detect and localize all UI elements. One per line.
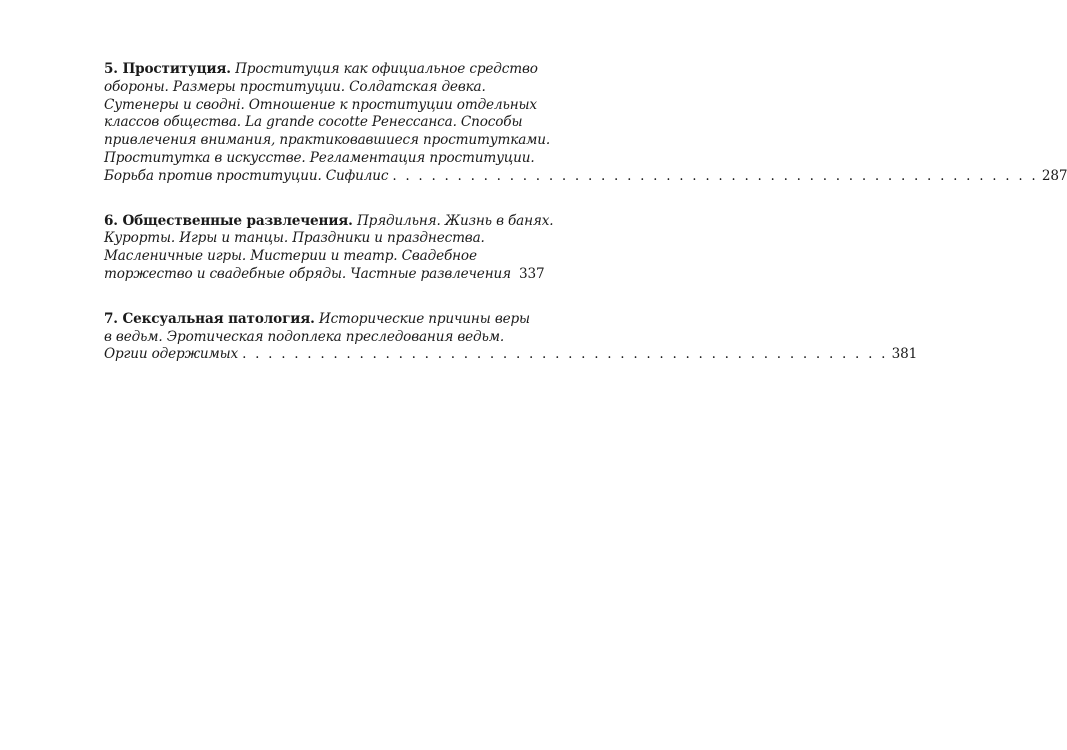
toc-entry-7[interactable]	[104, 310, 918, 364]
toc-entry-description: Проституция как официальное средство	[235, 61, 538, 77]
toc-page-number[interactable]: 381	[891, 346, 918, 363]
toc-entry-title: 5. Проституция.	[104, 61, 231, 77]
dot-leader: . . . . . . . . . . . . . . . . . . . . . . . . . . . . . . . . . . . . . . . . . . . . . . . . . .	[242, 346, 888, 363]
toc-entry-last-line	[104, 167, 1067, 186]
toc-entry-last-line	[104, 346, 918, 364]
toc-entry-first-line	[104, 61, 538, 79]
toc-entry-title: 7. Сексуальная патология.	[104, 310, 315, 327]
toc-entry-description: Исторические причины веры	[318, 310, 530, 327]
toc-entry-line: Оргии одержимых	[104, 346, 239, 363]
dot-leader: . . . . . . . . . . . . . . . . . . . . . . . . . . . . . . . . . . . . . . . . . . . . . . . . . .	[392, 167, 1038, 184]
toc-entry-line: привлечения внимания, практиковавшиеся проститутками.	[104, 132, 551, 149]
toc-entry-6[interactable]	[104, 212, 554, 284]
toc-page-number[interactable]: 287	[1041, 167, 1067, 184]
toc-entry-line: в ведьм. Эротическая подоплека преследования ведьм.	[104, 328, 505, 345]
toc-entry-line: торжество и свадебные обряды. Частные развлечения	[104, 265, 511, 282]
toc-entry-title: 6. Общественные развлечения.	[104, 212, 353, 229]
toc-entry-line: классов общества. La grande cocotte Ренессанса. Способы	[104, 114, 523, 131]
toc-entry-line: Проститутка в искусстве. Регламентация проституции.	[104, 149, 535, 166]
table-of-contents	[104, 61, 1067, 391]
toc-entry-first-line	[104, 310, 530, 329]
toc-entry-line: Курорты. Игры и танцы. Праздники и празднества.	[104, 230, 485, 247]
toc-entry-5[interactable]	[104, 61, 1067, 186]
toc-entry-first-line	[104, 212, 554, 231]
toc-entry-line: Масленичные игры. Мистерии и театр. Свадебное	[104, 248, 477, 265]
toc-entry-line: Борьба против проституции. Сифилис	[104, 167, 389, 184]
toc-entry-line: Сутенеры и своднi. Отношение к проституции отдельных	[104, 96, 537, 113]
toc-entry-description: Прядильня. Жизнь в банях.	[356, 212, 554, 229]
toc-page-number[interactable]: 337	[518, 265, 545, 282]
toc-entry-last-line	[104, 265, 545, 284]
toc-entry-line: обороны. Размеры проституции. Солдатская девка.	[104, 78, 486, 95]
